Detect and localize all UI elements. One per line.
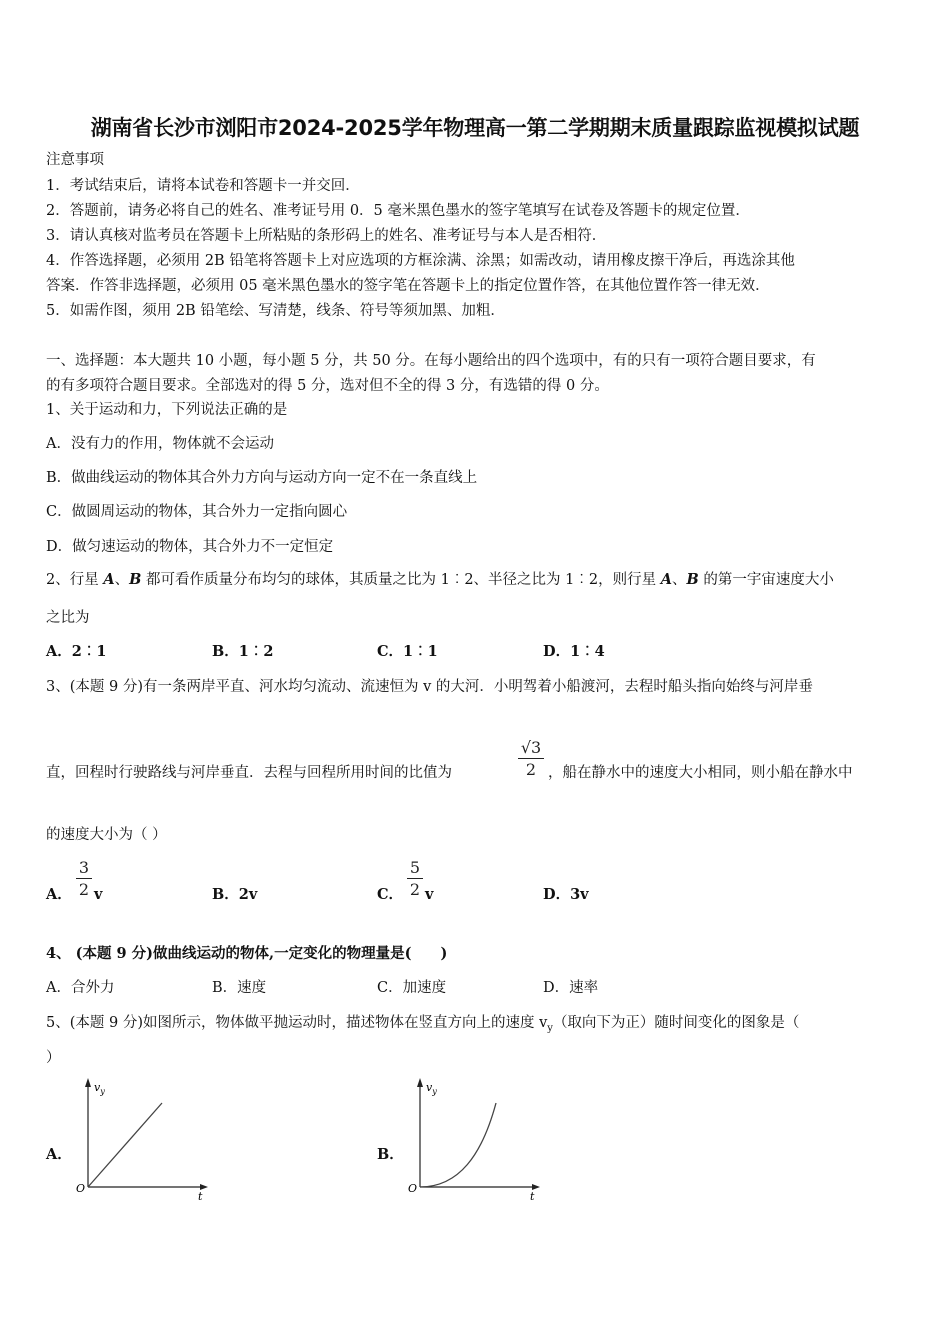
fraction-numerator: 3: [78, 858, 90, 877]
question-4-option-a: A．合外力: [46, 980, 115, 996]
question-1-option-a: A．没有力的作用，物体就不会运动: [46, 436, 274, 452]
option-c-unit: v: [425, 886, 434, 903]
graph-b-curve: [404, 1075, 544, 1205]
notice-item: 4．作答选择题，必须用 2B 铅笔将答题卡上对应选项的方框涂满、涂黑；如需改动，请用橡皮擦干净后，再选涂其他: [46, 253, 795, 269]
question-1-stem: 1、关于运动和力，下列说法正确的是: [46, 402, 288, 418]
question-3-option-c-label: C．: [377, 886, 404, 903]
question-3-option-a-label: A．: [46, 886, 72, 903]
notice-item: 2．答题前，请务必将自己的姓名、准考证号用 0．5 毫米黑色墨水的签字笔填写在试卷及答题卡的规定位置．: [46, 203, 750, 219]
question-2-option-d: D．1︰4: [543, 643, 605, 660]
x-axis-label: t: [198, 1190, 203, 1203]
question-1-option-c: C．做圆周运动的物体，其合外力一定指向圆心: [46, 504, 348, 520]
notice-heading: 注意事项: [46, 152, 104, 168]
option-a-fraction: [76, 858, 92, 899]
question-4-option-b: B．速度: [212, 980, 267, 996]
fraction-denominator: 2: [78, 880, 90, 899]
fraction-numerator: 5: [409, 858, 421, 877]
q5-stem-part: （取向下为正）随时间变化的图象是（: [552, 1015, 800, 1031]
y-axis-arrow: [85, 1078, 91, 1087]
question-2-option-c: C．1︰1: [377, 643, 438, 660]
question-4-stem: 4、 (本题 9 分)做曲线运动的物体,一定变化的物理量是( ): [46, 945, 448, 962]
notice-item: 3．请认真核对监考员在答题卡上所粘贴的条形码上的姓名、准考证号与本人是否相符．: [46, 228, 607, 244]
y-axis-label: $v_y$: [426, 1081, 437, 1096]
q2-stem-part: 都可看作质量分布均匀的球体，其质量之比为 1︰2、半径之比为 1︰2，则行星: [141, 572, 661, 588]
section-intro-line: 一、选择题：本大题共 10 小题，每小题 5 分，共 50 分。在每小题给出的四个选项中，有的只有一项符合题目要求，有: [46, 353, 816, 369]
page-title: 湖南省长沙市浏阳市2024-2025学年物理高一第二学期期末质量跟踪监视模拟试题: [90, 116, 860, 140]
question-5-option-a: A．: [46, 1146, 72, 1163]
velocity-line: [88, 1103, 162, 1187]
planet-a: A: [660, 571, 672, 588]
graph-a-linear: [72, 1075, 212, 1205]
origin-label: O: [76, 1182, 86, 1195]
question-3-stem-a: 直，回程时行驶路线与河岸垂直．去程与回程所用时间的比值为: [46, 765, 452, 781]
q2-stem-part: 2、行星: [46, 572, 104, 588]
question-5-stem: [46, 1013, 799, 1039]
q2-sep: 、: [114, 572, 130, 588]
fraction-bar: [76, 878, 92, 879]
q5-stem-part: 5、(本题 9 分)如图所示，物体做平抛运动时，描述物体在竖直方向上的速度 v: [46, 1015, 548, 1031]
planet-b: B: [686, 571, 699, 588]
q5-subscript: y: [547, 1022, 553, 1034]
fraction-bar: [407, 878, 423, 879]
time-ratio-fraction: [518, 738, 544, 779]
option-a-unit: v: [94, 886, 103, 903]
velocity-curve: [420, 1103, 496, 1187]
option-c-fraction: [407, 858, 423, 899]
section-intro-line: 的有多项符合题目要求。全部选对的得 5 分，选对但不全的得 3 分，有选错的得 0 分。: [46, 378, 609, 394]
question-1-option-b: B．做曲线运动的物体其合外力方向与运动方向一定不在一条直线上: [46, 470, 478, 486]
x-axis-label: t: [530, 1190, 535, 1203]
question-1-option-d: D．做匀速运动的物体，其合外力不一定恒定: [46, 539, 334, 555]
question-3-stem-c: 的速度大小为（ ）: [46, 827, 167, 843]
origin-label: O: [408, 1182, 418, 1195]
question-2-option-b: B．1︰2: [212, 643, 274, 660]
question-5-option-b: B．: [377, 1146, 404, 1163]
planet-a: A: [103, 571, 115, 588]
question-3-option-d: D．3v: [543, 886, 589, 903]
y-axis-label: $v_y$: [94, 1081, 105, 1096]
y-axis-arrow: [417, 1078, 423, 1087]
question-3-stem-b: ，船在静水中的速度大小相同，则小船在静水中: [548, 765, 853, 781]
fraction-denominator: 2: [409, 880, 421, 899]
question-2-option-a: A．2︰1: [46, 643, 107, 660]
question-4-option-d: D．速率: [543, 980, 599, 996]
question-3-option-b: B．2v: [212, 886, 258, 903]
fraction-denominator: 2: [525, 760, 537, 779]
question-2-stem-cont: 之比为: [46, 610, 90, 626]
notice-item: 5．如需作图，须用 2B 铅笔绘、写清楚，线条、符号等须加黑、加粗．: [46, 303, 505, 319]
question-5-stem-cont: ）: [46, 1050, 61, 1066]
fraction-numerator: √3: [520, 738, 542, 757]
fraction-bar: [518, 758, 544, 759]
notice-item: 1．考试结束后，请将本试卷和答题卡一并交回．: [46, 178, 360, 194]
question-3-stem: 3、(本题 9 分)有一条两岸平直、河水均匀流动、流速恒为 v 的大河．小明驾着小船渡河，去程时船头指向始终与河岸垂: [46, 679, 813, 695]
notice-item: 答案．作答非选择题，必须用 05 毫米黑色墨水的签字笔在答题卡上的指定位置作答，在其他位置作答一律无效．: [46, 278, 770, 294]
q2-stem-part: 的第一宇宙速度大小: [698, 572, 834, 588]
q2-sep: 、: [671, 572, 687, 588]
question-4-option-c: C．加速度: [377, 980, 447, 996]
planet-b: B: [129, 571, 142, 588]
question-2-stem: [46, 570, 834, 590]
